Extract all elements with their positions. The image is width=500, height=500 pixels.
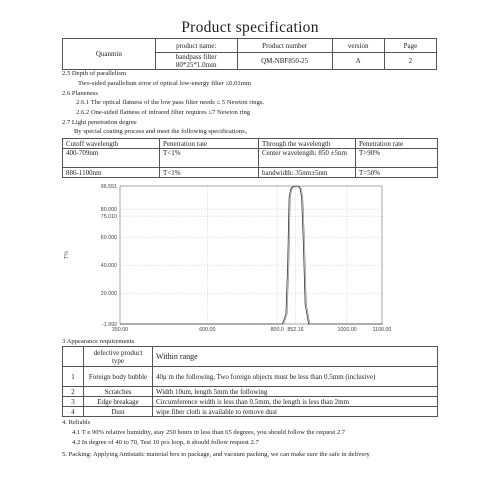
pen-header-rate-2: Penetration rate bbox=[356, 139, 438, 149]
version-value: A bbox=[332, 53, 384, 70]
appearance-header-range: Within range bbox=[153, 347, 438, 367]
appearance-row-no: 1 bbox=[63, 367, 84, 387]
product-name-value bbox=[155, 53, 237, 70]
product-number-label: Product number bbox=[237, 39, 332, 53]
appearance-row-type: Foreign body bubble bbox=[84, 367, 153, 387]
y-tick-label: 60.000 bbox=[100, 235, 117, 242]
reliability-title: 4. Reliabls bbox=[62, 419, 91, 426]
x-tick-label: 852.16 bbox=[287, 327, 304, 333]
section-2-5-title: 2.5 Depth of parallelism bbox=[62, 70, 127, 77]
appearance-table bbox=[62, 346, 438, 417]
section-2-5-text: Two-sided parallelism error of optical low-energy filter ≤0.01mm bbox=[78, 80, 251, 87]
x-tick-label: 350.00 bbox=[111, 327, 129, 333]
appearance-row-range: Width 10um, length 5mm the following bbox=[153, 387, 438, 397]
y-tick-label: 40.000 bbox=[100, 263, 117, 270]
pen-cell: T<1% bbox=[160, 149, 259, 168]
x-tick-label: 800.0 bbox=[270, 327, 284, 333]
packing-text: 5. Packing: Applying Antistatic material box to package, and vacuum packing, we can make sure the safe in delivery bbox=[62, 451, 370, 458]
page-value: 2 bbox=[384, 53, 436, 70]
header-table bbox=[62, 38, 437, 70]
x-tick-label: 600.00 bbox=[199, 327, 216, 333]
y-tick-label: 80.000 bbox=[100, 207, 117, 214]
product-size-text: 80*25*1.0mm bbox=[175, 61, 217, 69]
pen-header-rate: Penetration rate bbox=[160, 139, 259, 149]
appearance-row-type: Edge breakage bbox=[84, 397, 153, 407]
transmission-curve bbox=[120, 186, 382, 324]
appearance-row-range: 40μ m the following, Two foreign objects must be less than 0.5mm (inclusive) bbox=[153, 367, 438, 387]
appearance-header-type: defective product type bbox=[84, 347, 153, 367]
appearance-row-no: 3 bbox=[63, 397, 84, 407]
section-2-6-title: 2.6 Planeness bbox=[62, 90, 98, 97]
pen-cell: Center wavelength: 850 ±5nm bbox=[259, 149, 356, 168]
penetration-table bbox=[62, 138, 438, 178]
appearance-row-no: 2 bbox=[63, 387, 84, 397]
transmission-curve-trace bbox=[121, 186, 383, 324]
x-tick-label: 1000.00 bbox=[337, 327, 357, 333]
reliability-4-2: 4.2 In degree of 40 to 70, Test 10 pcs loop, it should follow request 2.7 bbox=[72, 439, 259, 446]
appearance-title: 3 Appearance requirements bbox=[62, 338, 135, 345]
pen-header-cutoff: Cutoff wavelength bbox=[63, 139, 160, 149]
pen-cell: 400-709nm bbox=[63, 149, 160, 168]
y-tick-label: 75.010 bbox=[100, 214, 117, 221]
reliability-4-1: 4.1 T e 90% relative humidity, stay 250 hours in less than 65 degrees, you should follow the request 2.7 bbox=[72, 429, 346, 436]
y-tick-label: -1.992 bbox=[101, 322, 117, 328]
page-label: Page bbox=[384, 39, 436, 53]
appearance-header-no bbox=[63, 347, 84, 367]
product-name-label: product name: bbox=[155, 39, 237, 53]
version-label: version bbox=[332, 39, 384, 53]
pen-cell: T<1% bbox=[160, 168, 259, 178]
section-2-6-2: 2.6.2 One-sided flatness of infrared filter requires ≤7 Newton ring bbox=[76, 109, 251, 116]
appearance-row-type: Scratches bbox=[84, 387, 153, 397]
product-number-value: QM-NBF850-25 bbox=[237, 53, 332, 70]
x-tick-label: 1100.00 bbox=[372, 327, 392, 333]
section-2-7-title: 2.7 Light penetration degree bbox=[62, 119, 137, 126]
pen-header-through: Through the wavelength bbox=[259, 139, 356, 149]
plot-frame bbox=[120, 186, 382, 324]
section-2-6-1: 2.6.1 The optical flatness of the low pass filter needs ≤ 5 Newton rings. bbox=[76, 99, 265, 106]
appearance-row-no: 4 bbox=[63, 407, 84, 417]
appearance-row-type: Dust bbox=[84, 407, 153, 417]
y-axis-label: T% bbox=[64, 250, 70, 260]
y-tick-label: 96.551 bbox=[100, 184, 117, 190]
appearance-row-range: wipe fiber cloth is available to remove dust bbox=[153, 407, 438, 417]
y-tick-label: 20.000 bbox=[100, 291, 117, 298]
pen-cell: T>90% bbox=[356, 149, 438, 168]
pen-cell: T=50% bbox=[356, 168, 438, 178]
appearance-row-range: Circumference width is less than 0.5mm, the length is less than 2mm bbox=[153, 397, 438, 407]
pen-cell: 886-1100nm bbox=[63, 168, 160, 178]
company-name: Quanmin bbox=[63, 39, 156, 70]
section-2-7-text: By special coating process and meet the following specifications。 bbox=[74, 128, 252, 135]
pen-cell: bandwidth: 35nm±5nm bbox=[259, 168, 356, 178]
document-title: Product specification bbox=[181, 19, 319, 36]
transmission-chart bbox=[0, 178, 500, 338]
product-name-text: bandpass filter bbox=[175, 53, 217, 61]
